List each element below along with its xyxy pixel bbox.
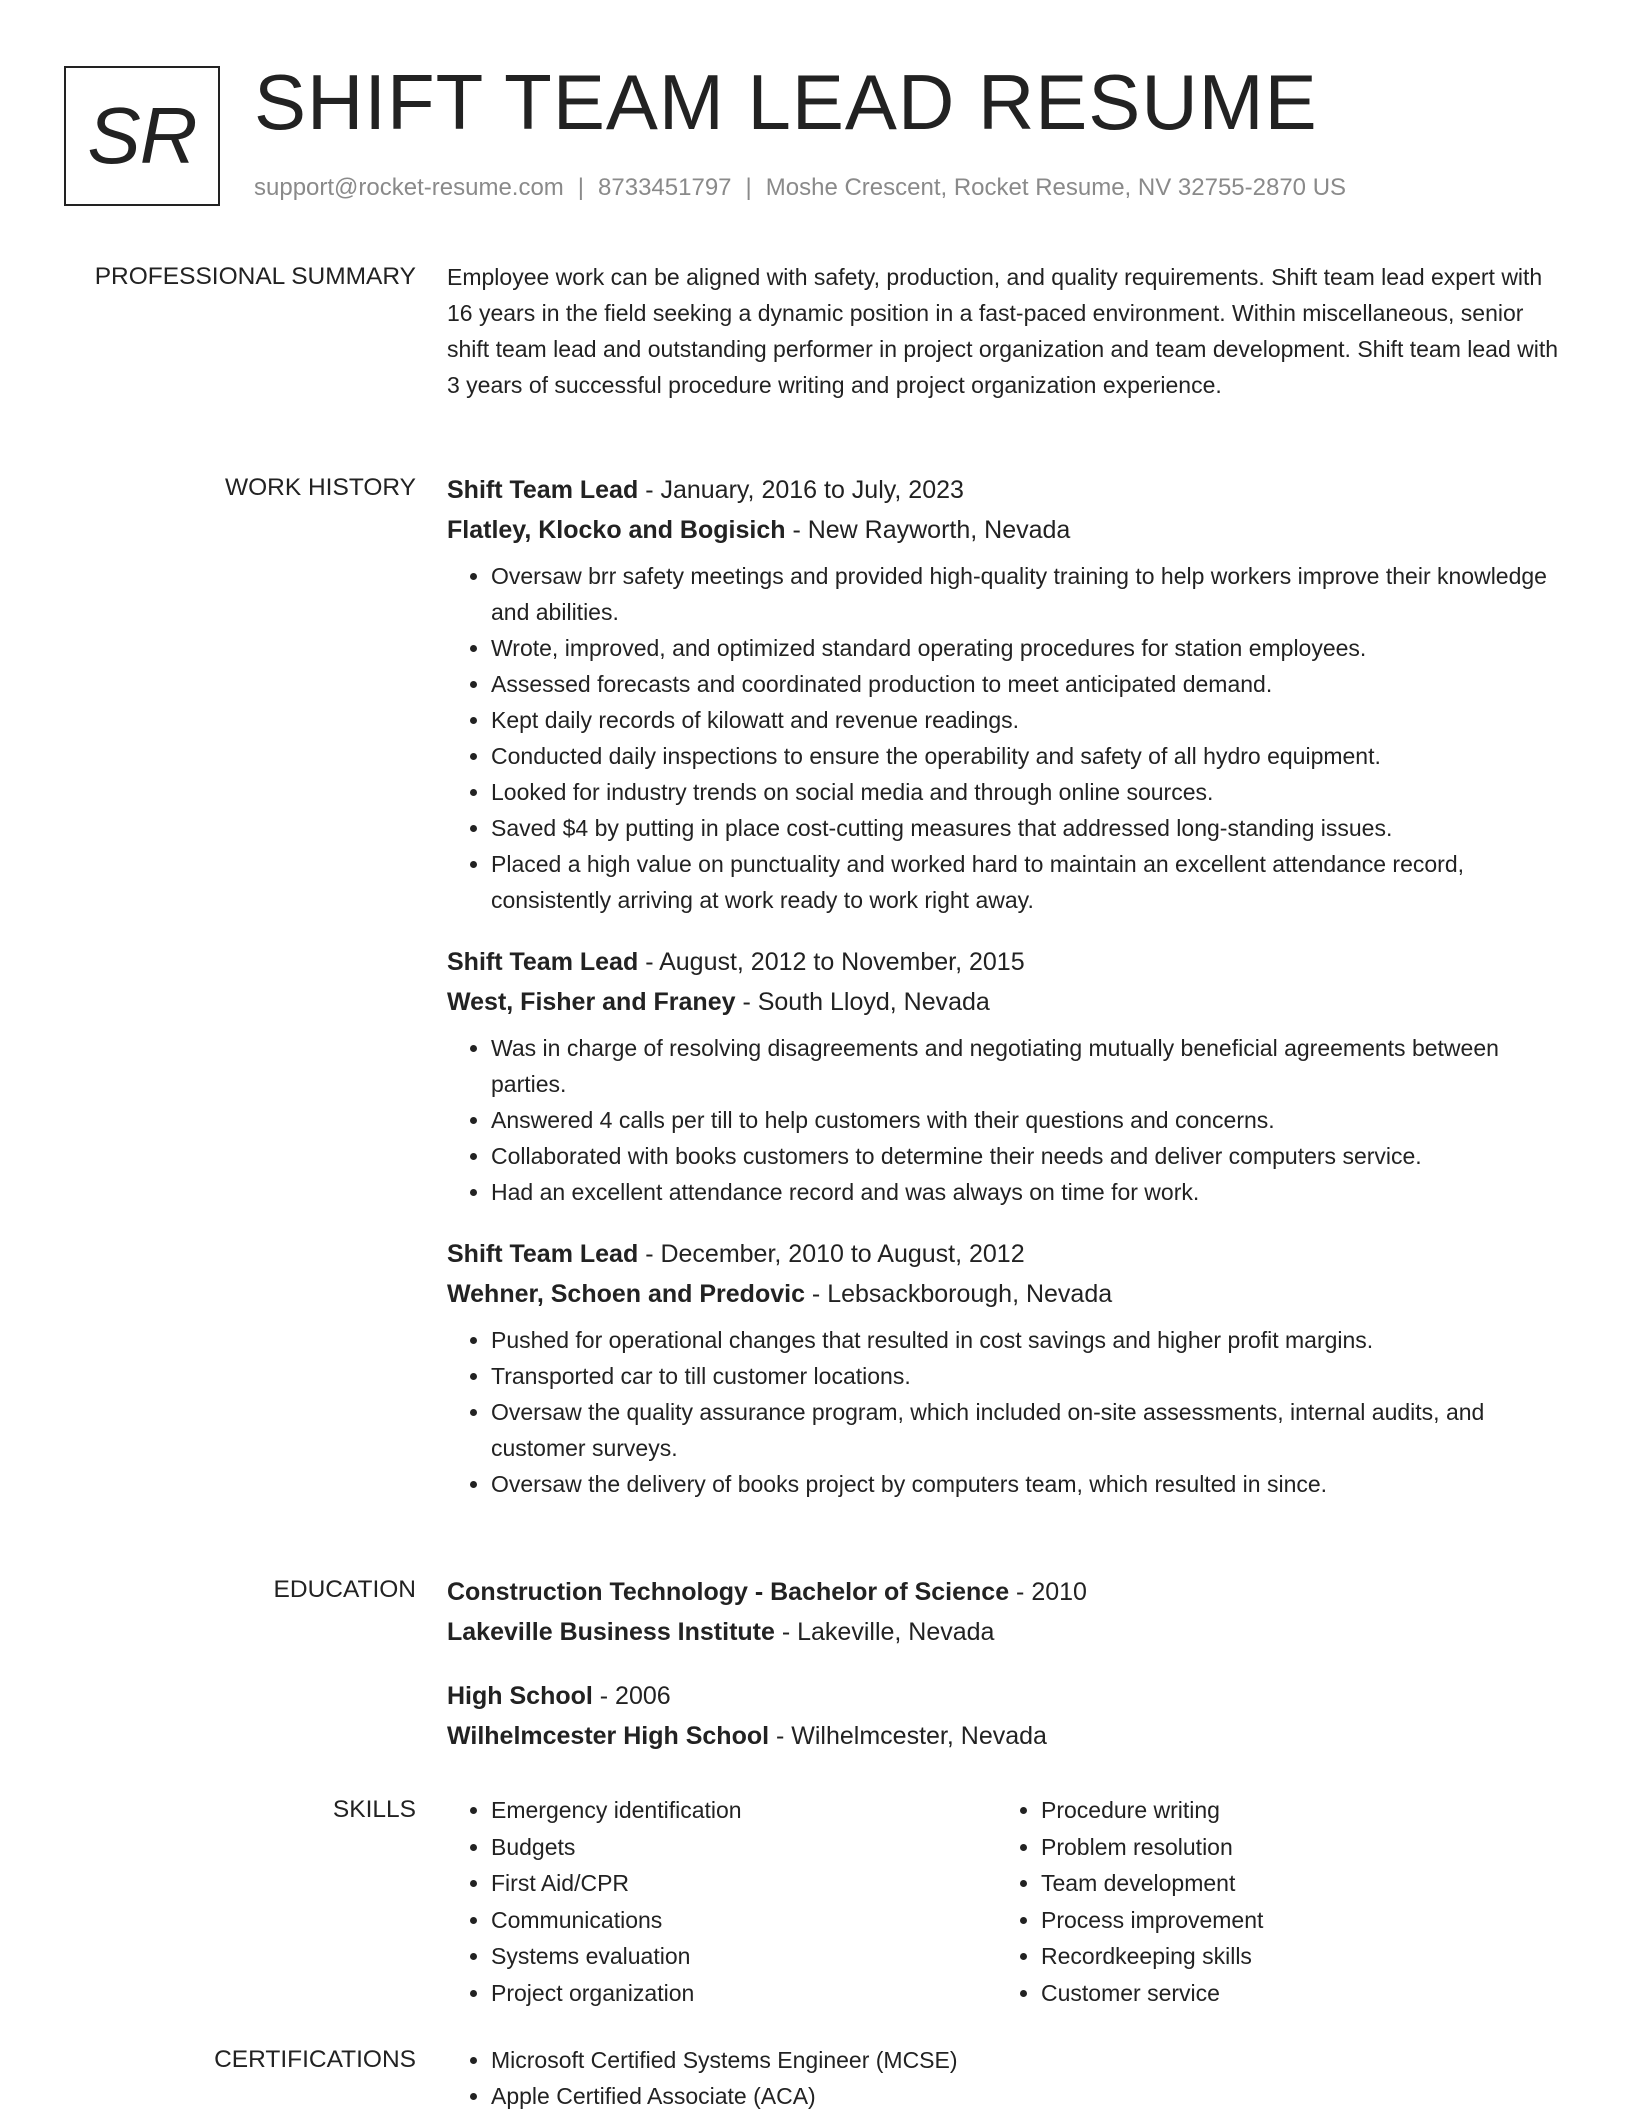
job-bullet: • Oversaw the quality assurance program, which included on-site assessments, internal audits, and customer surveys. — [491, 1394, 1563, 1466]
job-bullet: • Was in charge of resolving disagreements and negotiating mutually beneficial agreements between parties. — [491, 1030, 1563, 1102]
job-bullet: • Placed a high value on punctuality and worked hard to maintain an excellent attendance record, consistently arriving at work ready to work right away. — [491, 846, 1563, 918]
contact-line — [254, 174, 1346, 202]
skill-item: • Process improvement — [1041, 1902, 1547, 1939]
job-company-line — [447, 982, 1563, 1022]
job-bullets — [447, 558, 1563, 918]
certifications-label: CERTIFICATIONS — [214, 2046, 416, 2073]
education-entry — [447, 1676, 1563, 1756]
education-label: EDUCATION — [273, 1576, 416, 1603]
job-bullet: • Saved $4 by putting in place cost-cutting measures that addressed long-standing issues. — [491, 810, 1563, 846]
job-bullets — [447, 1322, 1563, 1502]
job-company-line — [447, 510, 1563, 550]
job-bullet: • Kept daily records of kilowatt and revenue readings. — [491, 702, 1563, 738]
job-entry — [447, 470, 1563, 918]
school: Wilhelmcester High School — [447, 1722, 770, 1750]
job-bullet: • Pushed for operational changes that resulted in cost savings and higher profit margins. — [491, 1322, 1563, 1358]
contact-separator: | — [577, 174, 585, 201]
skill-item: • Recordkeeping skills — [1041, 1938, 1547, 1975]
degree-year: - 2010 — [1009, 1578, 1087, 1606]
skill-item: • Budgets — [491, 1829, 997, 1866]
contact-phone[interactable]: 8733451797 — [598, 174, 732, 201]
job-title-line — [447, 1234, 1563, 1274]
job-bullet: • Assessed forecasts and coordinated production to meet anticipated demand. — [491, 666, 1563, 702]
school-location: - Wilhelmcester, Nevada — [769, 1722, 1047, 1750]
education-body — [447, 1572, 1563, 1780]
skill-item: • Team development — [1041, 1865, 1547, 1902]
degree: High School — [447, 1682, 593, 1710]
degree-line — [447, 1572, 1563, 1612]
monogram-logo: SR — [64, 66, 220, 206]
summary-text: Employee work can be aligned with safety, production, and quality requirements. Shift team lead expert with 16 years in the field seeking a dynamic position in a fast-paced environment. Within miscellaneous, senior shift team lead and outstanding performer in project organization and team development. Shift team lead with 3 years of successful procedure writing and project organization experience. — [447, 264, 1559, 398]
skills-list-right — [997, 1792, 1547, 2011]
page-title: SHIFT TEAM LEAD RESUME — [254, 58, 1318, 146]
job-title: Shift Team Lead — [447, 1240, 639, 1268]
job-location: - New Rayworth, Nevada — [785, 516, 1071, 544]
job-location: - Lebsackborough, Nevada — [804, 1280, 1113, 1308]
job-bullets — [447, 1030, 1563, 1210]
job-title-line — [447, 470, 1563, 510]
job-title: Shift Team Lead — [447, 476, 639, 504]
skills-body — [447, 1792, 1563, 2011]
job-bullet: • Oversaw brr safety meetings and provided high-quality training to help workers improve their knowledge and abilities. — [491, 558, 1563, 630]
job-location: - South Lloyd, Nevada — [735, 988, 990, 1016]
skill-item: • Communications — [491, 1902, 997, 1939]
job-dates: - January, 2016 to July, 2023 — [638, 476, 964, 504]
job-dates: - August, 2012 to November, 2015 — [638, 948, 1025, 976]
certification-item: • Apple Certified Associate (ACA) — [491, 2078, 1563, 2114]
skill-item: • Emergency identification — [491, 1792, 997, 1829]
job-bullet: • Conducted daily inspections to ensure the operability and safety of all hydro equipment. — [491, 738, 1563, 774]
job-bullet: • Oversaw the delivery of books project by computers team, which resulted in since. — [491, 1466, 1563, 1502]
summary-label: PROFESSIONAL SUMMARY — [94, 263, 416, 290]
job-title: Shift Team Lead — [447, 948, 639, 976]
skills-label: SKILLS — [332, 1796, 416, 1823]
skill-item: • First Aid/CPR — [491, 1865, 997, 1902]
education-entry — [447, 1572, 1563, 1652]
degree-line — [447, 1676, 1563, 1716]
job-dates: - December, 2010 to August, 2012 — [638, 1240, 1025, 1268]
job-title-line — [447, 942, 1563, 982]
school-location: - Lakeville, Nevada — [774, 1618, 995, 1646]
job-bullet: • Collaborated with books customers to determine their needs and deliver computers service. — [491, 1138, 1563, 1174]
job-entry — [447, 1234, 1563, 1502]
school: Lakeville Business Institute — [447, 1618, 775, 1646]
contact-separator: | — [745, 174, 752, 201]
job-bullet: • Answered 4 calls per till to help customers with their questions and concerns. — [491, 1102, 1563, 1138]
skill-item: • Problem resolution — [1041, 1829, 1547, 1866]
school-line — [447, 1716, 1563, 1756]
skill-item: • Project organization — [491, 1975, 997, 2012]
skill-item: • Procedure writing — [1041, 1792, 1547, 1829]
job-company: Flatley, Klocko and Bogisich — [447, 516, 786, 544]
contact-address: Moshe Crescent, Rocket Resume, NV 32755-2870 US — [765, 174, 1347, 201]
certification-item: • Microsoft Certified Systems Engineer (MCSE) — [491, 2042, 1563, 2078]
job-bullet: • Wrote, improved, and optimized standard operating procedures for station employees. — [491, 630, 1563, 666]
certifications-body — [447, 2042, 1563, 2114]
skill-item: • Systems evaluation — [491, 1938, 997, 1975]
job-bullet: • Transported car to till customer locations. — [491, 1358, 1563, 1394]
degree-year: - 2006 — [592, 1682, 671, 1710]
work-history-body — [447, 470, 1563, 1526]
contact-email[interactable]: support@rocket-resume.com — [254, 174, 564, 201]
summary-body — [447, 259, 1563, 403]
job-company: Wehner, Schoen and Predovic — [447, 1280, 805, 1308]
job-company-line — [447, 1274, 1563, 1314]
degree: Construction Technology - Bachelor of Science — [447, 1578, 1010, 1606]
job-bullet: • Had an excellent attendance record and was always on time for work. — [491, 1174, 1563, 1210]
certifications-list — [447, 2042, 1563, 2114]
work-history-label: WORK HISTORY — [224, 474, 416, 501]
skill-item: • Customer service — [1041, 1975, 1547, 2012]
job-bullet: • Looked for industry trends on social media and through online sources. — [491, 774, 1563, 810]
job-company: West, Fisher and Franey — [447, 988, 736, 1016]
skills-list-left — [447, 1792, 997, 2011]
job-entry — [447, 942, 1563, 1210]
school-line — [447, 1612, 1563, 1652]
